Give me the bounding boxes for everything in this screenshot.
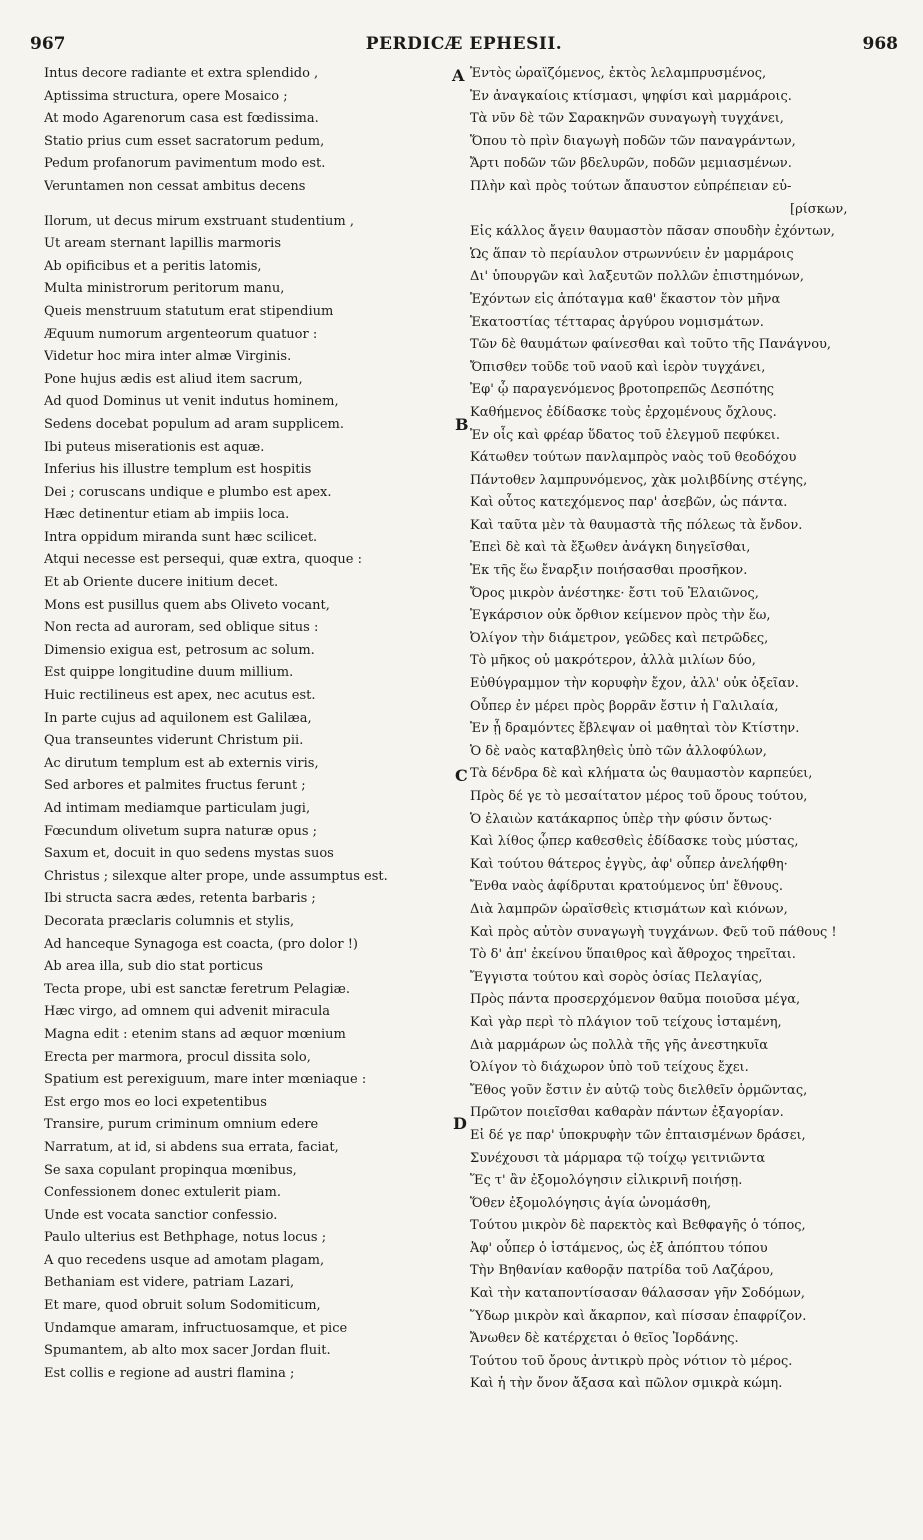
latin-verse-line: A quo recedens usque ad amotam plagam, [44,1252,325,1268]
latin-column [44,63,444,1385]
greek-verse-line: Καὶ τὴν καταποντίσασαν θάλασσαν γῆν Σοδόμων, [470,1286,806,1302]
latin-verse-line: Statio prius cum esset sacratorum pedum, [44,133,325,149]
latin-verse-line: Pone hujus ædis est aliud item sacrum, [44,371,303,387]
latin-verse-line: Intra oppidum miranda sunt hæc scilicet. [44,529,318,545]
latin-verse-line: Saxum et, docuit in quo sedens mystas suos [44,846,334,862]
latin-verse-line: Tecta prope, ubi est sanctæ feretrum Pelagiæ. [44,981,351,997]
latin-verse-line: Ac dirutum templum est ab externis viris, [44,755,319,771]
latin-verse-line [44,199,444,211]
greek-verse-line: Ἐν οἷς καὶ φρέαρ ὕδατος τοῦ ἐλεγμοῦ πεφύκει. [470,427,781,443]
greek-verse-line: Ὡς ἅπαν τὸ περίαυλον στρωννύειν ἐν μαρμάροις [470,246,794,262]
greek-verse-line: Καὶ πρὸς αὐτὸν συναγωγὴ τυγχάνων. Φεῦ τοῦ πάθους ! [470,924,837,940]
latin-verse-line: Non recta ad auroram, sed oblique situs : [44,620,319,636]
greek-verse-line: Τῶν δὲ θαυμάτων φαίνεσθαι καὶ τοῦτο τῆς Πανάγνου, [470,337,832,353]
latin-verse-line: Spatium est perexiguum, mare inter mœniaque : [44,1072,367,1088]
margin-marker-c: C [455,766,468,785]
greek-verse-line: Ὀλίγον τὴν διάμετρον, γεῶδες καὶ πετρῶδες, [470,630,769,646]
page-number-right: 968 [862,34,898,54]
greek-verse-line: Ἐντὸς ὡραϊζόμενος, ἐκτὸς λελαμπρυσμένος, [470,66,767,81]
greek-verse-line: Ἐχόντων εἰς ἀπόταγμα καθ' ἕκαστον τὸν μῆνα [470,291,781,307]
greek-verse-line: Τὰ δένδρα δὲ καὶ κλήματα ὡς θαυμαστὸν καρπεύει, [470,766,813,782]
latin-verse-line: Se saxa copulant propinqua mœnibus, [44,1162,297,1178]
latin-verse-line: Queis menstruum statutum erat stipendium [44,303,334,319]
greek-verse-line: Ἐπεὶ δὲ καὶ τὰ ἔξωθεν ἀνάγκη διηγεῖσθαι, [470,540,751,556]
greek-verse-line: Πρὸς πάντα προσερχόμενον θαῦμα ποιοῦσα μέγα, [470,992,801,1008]
greek-verse-line: [ρίσκων, [790,201,848,217]
latin-verse-line: Aptissima structura, opere Mosaico ; [44,88,288,104]
latin-verse-line: Ad intimam mediamque particulam jugi, [44,801,311,816]
greek-verse-line: Ὄρος μικρὸν ἀνέστηκε· ἔστι τοῦ Ἐλαιῶνος, [470,585,759,601]
greek-verse-line: Καὶ ταῦτα μὲν τὰ θαυμαστὰ τῆς πόλεως τὰ ἔνδον. [470,517,803,533]
greek-verse-line: Κάτωθεν τούτων πανλαμπρὸς ναὸς τοῦ θεοδόχου [470,450,797,466]
greek-verse-line: Ἕς τ' ἂν ἐξομολόγησιν εἰλικρινῆ ποιήσῃ. [470,1173,743,1189]
greek-verse-line: Ἐφ' ᾧ παραγενόμενος βροτοπρεπῶς Δεσπότης [470,382,775,398]
greek-verse-line: Τὴν Βηθανίαν καθορᾷν πατρίδα τοῦ Λαζάρου, [470,1263,774,1279]
latin-verse-line: Bethaniam est videre, patriam Lazari, [44,1275,295,1291]
latin-verse-line: Ab opificibus et a peritis latomis, [44,258,262,274]
latin-verse-line: Confessionem donec extulerit piam. [44,1185,282,1201]
greek-verse-line: Καὶ γὰρ περὶ τὸ πλάγιον τοῦ τείχους ἱσταμένη, [470,1014,782,1030]
greek-verse-line: Πλὴν καὶ πρὸς τούτων ἄπαυστον εὐπρέπειαν εὑ- [470,178,792,194]
greek-verse-line: Ἔγγιστα τούτου καὶ σορὸς ὁσίας Πελαγίας, [470,969,763,985]
latin-verse-line: Christus ; silexque alter prope, unde assumptus est. [44,868,388,884]
greek-verse-line: Ὀλίγον τὸ διάχωρον ὑπὸ τοῦ τείχους ἔχει. [470,1060,749,1076]
greek-verse-line: Καὶ τούτου θάτερος ἐγγὺς, ἀφ' οὗπερ ἀνελήφθη· [470,856,788,872]
latin-verse-line: Hæc detinentur etiam ab impiis loca. [44,507,290,523]
latin-verse-line: Erecta per marmora, procul dissita solo, [44,1049,311,1065]
greek-verse-line: Εἰ δέ γε παρ' ὑποκρυφὴν τῶν ἐπταισμένων δράσει, [470,1127,806,1143]
greek-verse-line: Ἀφ' οὗπερ ὁ ἱστάμενος, ὡς ἐξ ἀπόπτου τόπου [470,1240,768,1256]
greek-verse-line: Πάντοθεν λαμπρυνόμενος, χὰκ μολιβδίνης στέγης, [470,472,808,488]
greek-verse-line: Δι' ὑπουργῶν καὶ λαξευτῶν πολλῶν ἐπιστημόνων, [470,269,804,285]
greek-verse-line: Ἐκ τῆς ἕω ἔναρξιν ποιήσασθαι προσῆκον. [470,563,748,579]
greek-verse-line: Ὅθεν ἐξομολόγησις ἁγία ὠνομάσθη, [470,1195,712,1211]
latin-verse-line: Et mare, quod obruit solum Sodomiticum, [44,1298,321,1314]
latin-verse-line: Æquum numorum argenteorum quatuor : [44,326,318,342]
latin-verse-line: Hæc virgo, ad omnem qui advenit miracula [44,1004,330,1020]
greek-verse-line: Διὰ μαρμάρων ὡς πολλὰ τῆς γῆς ἀνεστηκυῖα [470,1037,769,1053]
greek-verse-line: Ἐν ἀναγκαίοις κτίσμασι, ψηφίσι καὶ μαρμάροις. [470,88,792,104]
latin-verse-line: Atqui necesse est persequi, quæ extra, quoque : [44,552,362,568]
latin-verse-line: Pedum profanorum pavimentum modo est. [44,156,326,172]
greek-verse-line: Ὅπου τὸ πρὶν διαγωγὴ ποδῶν τῶν παναγράντων, [470,133,796,149]
latin-verse-line: Ut aream sternant lapillis marmoris [44,236,281,252]
latin-verse-line: Intus decore radiante et extra splendido , [44,66,319,81]
margin-marker-a: A [452,66,465,85]
latin-verse-line: Huic rectilineus est apex, nec acutus est. [44,688,316,704]
latin-verse-line: Ab area illa, sub dio stat porticus [44,959,263,975]
latin-verse-line: Mons est pusillus quem abs Oliveto vocant, [44,597,330,613]
greek-column [470,63,900,1396]
greek-verse-line: Οὗπερ ἐν μέρει πρὸς βορρᾶν ἔστιν ἡ Γαλιλαία, [470,698,779,714]
latin-verse-line: Magna edit : etenim stans ad æquor mœnium [44,1026,346,1042]
latin-verse-line: Veruntamen non cessat ambitus decens [44,178,306,194]
greek-verse-line: Ἄρτι ποδῶν τῶν βδελυρῶν, ποδῶν μεμιασμένων. [470,156,792,172]
latin-verse-line: Spumantem, ab alto mox sacer Jordan fluit. [44,1343,331,1359]
greek-verse-line: Ἐν ᾗ δραμόντες ἔβλεψαν οἱ μαθηταὶ τὸν Κτίστην. [470,721,800,737]
latin-verse-line: Qua transeuntes viderunt Christum pii. [44,733,304,749]
greek-verse-line: Καὶ ἡ τὴν ὄνον ἄξασα καὶ πῶλον σμικρὰ κώμη. [470,1376,783,1392]
greek-verse-line: Πρῶτον ποιεῖσθαι καθαρὰν πάντων ἐξαγορίαν. [470,1105,784,1121]
latin-verse-line: Dimensio exigua est, petrosum ac solum. [44,642,315,658]
greek-verse-line: Εἰς κάλλος ἄγειν θαυμαστὸν πᾶσαν σπουδὴν ἐχόντων, [470,224,835,240]
greek-verse-line: Ὁ ἐλαιὼν κατάκαρπος ὑπὲρ τὴν φύσιν ὄντως· [470,811,773,827]
latin-verse-line: Decorata præclaris columnis et stylis, [44,913,295,929]
greek-verse-line: Τὸ δ' ἀπ' ἐκείνου ὕπαιθρος καὶ ἄθροχος τηρεῖται. [470,947,796,963]
latin-verse-line: Paulo ulterius est Bethphage, notus locus ; [44,1230,327,1246]
margin-marker-b: B [455,415,469,434]
greek-verse-line: Τὰ νῦν δὲ τῶν Σαρακηνῶν συναγωγὴ τυγχάνει, [470,111,784,127]
greek-verse-line: Τὸ μῆκος οὐ μακρότερον, ἀλλὰ μιλίων δύο, [470,653,756,669]
greek-verse-line: Εὐθύγραμμον τὴν κορυφὴν ἔχον, ἀλλ' οὐκ ὀξεῖαν. [470,676,799,692]
latin-verse-line: Est quippe longitudine duum millium. [44,665,294,681]
latin-verse-line: Sed arbores et palmites fructus ferunt ; [44,778,306,794]
latin-verse-line: At modo Agarenorum casa est fœdissima. [44,111,319,127]
latin-verse-line: Ad quod Dominus ut venit indutus hominem, [44,394,339,410]
latin-verse-line: Ibi structa sacra ædes, retenta barbaris ; [44,891,316,907]
greek-verse-line: Τούτου μικρὸν δὲ παρεκτὸς καὶ Βεθφαγῆς ὁ τόπος, [470,1218,806,1234]
margin-marker-d: D [453,1114,467,1133]
latin-verse-line: Inferius his illustre templum est hospitis [44,462,312,478]
latin-verse-line: Ad hanceque Synagoga est coacta, (pro dolor !) [44,936,358,952]
greek-verse-line: Ὄπισθεν τοῦδε τοῦ ναοῦ καὶ ἱερὸν τυγχάνει, [470,359,766,375]
latin-verse-line: Undamque amaram, infructuosamque, et pice [44,1320,348,1336]
running-title: PERDICÆ EPHESII. [365,34,563,54]
latin-verse-line: Transire, purum criminum omnium edere [44,1117,319,1133]
latin-verse-line: In parte cujus ad aquilonem est Galilæa, [44,710,312,726]
page-header [30,34,898,58]
greek-verse-line: Ἄνωθεν δὲ κατέρχεται ὁ θεῖος Ἰορδάνης. [470,1331,739,1347]
latin-verse-line: Est collis e regione ad austri flamina ; [44,1365,295,1381]
greek-verse-line: Διὰ λαμπρῶν ὡραϊσθεὶς κτισμάτων καὶ κιόνων, [470,901,788,917]
latin-verse-line: Ilorum, ut decus mirum exstruant studentium , [44,213,355,229]
latin-verse-line: Dei ; coruscans undique e plumbo est apex. [44,484,332,500]
greek-verse-line: Τούτου τοῦ ὄρους ἀντικρὺ πρὸς νότιον τὸ μέρος. [470,1353,793,1369]
latin-verse-line: Fœcundum olivetum supra naturæ opus ; [44,823,318,839]
latin-verse-line: Et ab Oriente ducere initium decet. [44,575,279,591]
greek-verse-line: Ἔνθα ναὸς ἀφίδρυται κρατούμενος ὑπ' ἔθνους. [470,879,784,895]
greek-verse-line: Καθήμενος ἐδίδασκε τοὺς ἐρχομένους ὄχλους. [470,404,777,420]
greek-verse-line: Καὶ λίθος ᾧπερ καθεσθεὶς ἐδίδασκε τοὺς μύστας, [470,834,799,850]
greek-verse-line: Καὶ οὗτος κατεχόμενος παρ' ἀσεβῶν, ὡς πάντα. [470,495,788,511]
greek-verse-line: Ἐγκάρσιον οὐκ ὄρθιον κείμενον πρὸς τὴν ἕω, [470,608,771,624]
latin-verse-line: Est ergo mos eo loci expetentibus [44,1094,267,1110]
page-number-left: 967 [30,34,66,54]
latin-verse-line: Sedens docebat populum ad aram supplicem. [44,416,344,432]
greek-verse-line: Ὕδωρ μικρὸν καὶ ἄκαρπον, καὶ πίσσαν ἐπαφρίζον. [470,1308,807,1324]
latin-verse-line: Multa ministrorum peritorum manu, [44,281,285,297]
greek-verse-line: Ἔθος γοῦν ἔστιν ἐν αὐτῷ τοὺς διελθεῖν ὁρμῶντας, [470,1082,808,1098]
greek-verse-line: Ὁ δὲ ναὸς καταβληθεὶς ὑπὸ τῶν ἀλλοφύλων, [470,743,767,759]
latin-verse-line: Unde est vocata sanctior confessio. [44,1207,278,1223]
greek-verse-line: Συνέχουσι τὰ μάρμαρα τῷ τοίχῳ γειτνιῶντα [470,1150,766,1166]
greek-verse-line: Πρὸς δέ γε τὸ μεσαίτατον μέρος τοῦ ὄρους τούτου, [470,789,808,804]
latin-verse-line: Videtur hoc mira inter almæ Virginis. [44,349,292,365]
latin-verse-line: Narratum, at id, si abdens sua errata, faciat, [44,1139,339,1155]
latin-verse-line: Ibi puteus miserationis est aquæ. [44,439,265,455]
greek-verse-line: Ἑκατοστίας τέτταρας ἀργύρου νομισμάτων. [470,314,764,330]
